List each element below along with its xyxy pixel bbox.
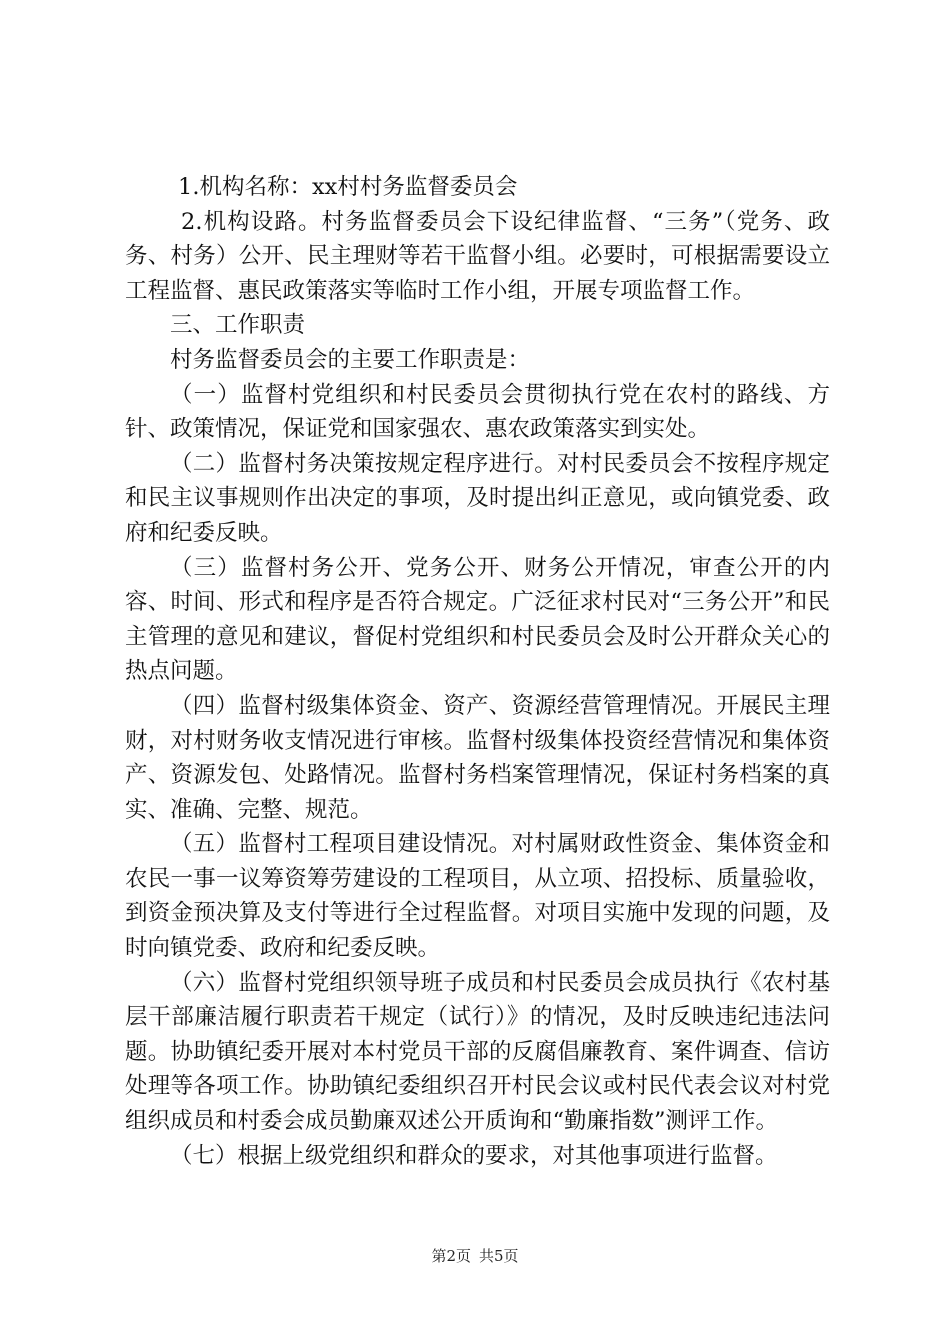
duty-item-1: （一）监督村党组织和村民委员会贯彻执行党在农村的路线、方针、政策情况，保证党和国家强农、惠农政策落实到实处。 [125, 381, 830, 443]
section-heading-duties: 三、工作职责 [170, 312, 306, 339]
duty-item-4: （四）监督村级集体资金、资产、资源经营管理情况。开展民主理财，对村财务收支情况进行审核。监督村级集体投资经营情况和集体资产、资源发包、处路情况。监督村务档案管理情况，保证村务档案的真实、准确、完整、规范。 [125, 692, 830, 823]
page-number-total: 共5页 [479, 1247, 519, 1265]
duty-item-5: （五）监督村工程项目建设情况。对村属财政性资金、集体资金和农民一事一议筹资筹劳建设的工程项目，从立项、招投标、质量验收，到资金预决算及支付等进行全过程监督。对项目实施中发现的问题，及时向镇党委、政府和纪委反映。 [125, 831, 830, 962]
document-body [125, 170, 830, 1173]
duty-item-2: （二）监督村务决策按规定程序进行。对村民委员会不按程序规定和民主议事规则作出决定的事项，及时提出纠正意见，或向镇党委、政府和纪委反映。 [125, 450, 830, 546]
item-org-name: 1.机构名称：xx村村务监督委员会 [178, 174, 518, 200]
duty-item-6: （六）监督村党组织领导班子成员和村民委员会成员执行《农村基层干部廉洁履行职责若干规定（试行）》的情况，及时反映违纪违法问题。协助镇纪委开展对本村党员干部的反腐倡廉教育、案件调查、信访处理等各项工作。协助镇纪委组织召开村民会议或村民代表会议对村党组织成员和村委会成员勤廉双述公开质询和“勤廉指数”测评工作。 [125, 969, 830, 1135]
duties-intro: 村务监督委员会的主要工作职责是： [170, 346, 531, 373]
page-number-current: 第2页 [431, 1247, 471, 1265]
page-footer [0, 1245, 950, 1266]
duty-item-7: （七）根据上级党组织和群众的要求，对其他事项进行监督。 [170, 1142, 778, 1169]
duty-item-3: （三）监督村务公开、党务公开、财务公开情况，审查公开的内容、时间、形式和程序是否符合规定。广泛征求村民对“三务公开”和民主管理的意见和建议，督促村党组织和村民委员会及时公开群众关心的热点问题。 [125, 554, 830, 685]
item-org-setup: 2.机构设路。村务监督委员会下设纪律监督、“三务”（党务、政务、村务）公开、民主理财等若干监督小组。必要时，可根据需要设立工程监督、惠民政策落实等临时工作小组，开展专项监督工作。 [125, 208, 830, 304]
